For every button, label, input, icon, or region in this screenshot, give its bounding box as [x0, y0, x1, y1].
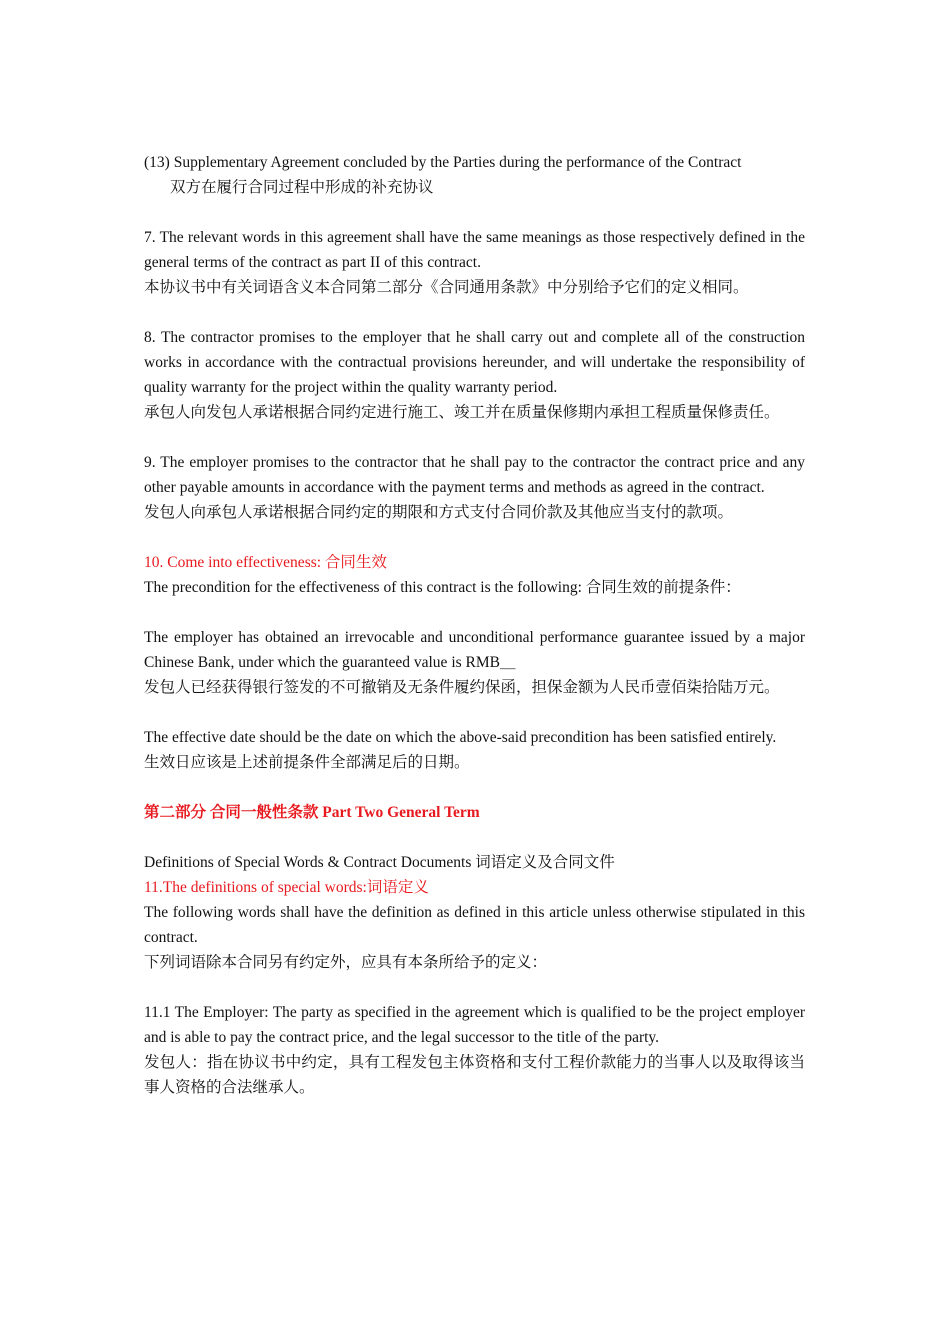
item9-zh: 发包人向承包人承诺根据合同约定的期限和方式支付合同价款及其他应当支付的款项。: [144, 504, 734, 521]
item9-en: 9. The employer promises to the contractor that he shall pay to the contractor the contract price and any other payable amounts in accordance with the payment terms and methods as agreed in the contract.: [144, 454, 805, 496]
item11-title: 11.The definitions of special words:词语定义: [144, 879, 429, 896]
definitions-heading: Definitions of Special Words & Contract Documents 词语定义及合同文件: [144, 854, 615, 871]
item13-en: (13) Supplementary Agreement concluded by the Parties during the performance of the Contract: [144, 154, 742, 171]
item13-zh: 双方在履行合同过程中形成的补充协议: [170, 179, 434, 196]
effective-date-zh: 生效日应该是上述前提条件全部满足后的日期。: [144, 754, 470, 771]
guarantee-en: The employer has obtained an irrevocable and unconditional performance guarantee issued by a major Chinese Bank, under which the guaranteed value is RMB＿: [144, 629, 805, 671]
guarantee-zh: 发包人已经获得银行签发的不可撤销及无条件履约保函，担保金额为人民币壹佰柒拾陆万元。: [144, 679, 780, 696]
item11-1-en: 11.1 The Employer: The party as specified in the agreement which is qualified to be the project employer and is able to pay the contract price, and the legal successor to the title of the party.: [144, 1004, 805, 1046]
item10-heading: 10. Come into effectiveness: 合同生效: [144, 554, 387, 571]
item8-zh: 承包人向发包人承诺根据合同约定进行施工、竣工并在质量保修期内承担工程质量保修责任。: [144, 404, 780, 421]
item7-zh: 本协议书中有关词语含义本合同第二部分《合同通用条款》中分别给予它们的定义相同。: [144, 279, 749, 296]
effective-date-en: The effective date should be the date on which the above-said precondition has been satisfied entirely.: [144, 729, 777, 746]
document-body: [144, 150, 805, 1100]
item11-1-zh: 发包人：指在协议书中约定，具有工程发包主体资格和支付工程价款能力的当事人以及取得该当事人资格的合法继承人。: [144, 1054, 805, 1096]
item11-en: The following words shall have the definition as defined in this article unless otherwise stipulated in this contract.: [144, 904, 805, 946]
part-two-title: 第二部分 合同一般性条款 Part Two General Term: [144, 804, 480, 821]
item8-en: 8. The contractor promises to the employer that he shall carry out and complete all of the construction works in accordance with the contractual provisions hereunder, and will undertake the responsibility of quality warranty for the project within the quality warranty period.: [144, 329, 805, 396]
item7-en: 7. The relevant words in this agreement shall have the same meanings as those respectively defined in the general terms of the contract as part II of this contract.: [144, 229, 805, 271]
item11-zh: 下列词语除本合同另有约定外，应具有本条所给予的定义：: [144, 954, 548, 971]
item10-precondition: The precondition for the effectiveness of this contract is the following: 合同生效的前提条件：: [144, 579, 741, 596]
